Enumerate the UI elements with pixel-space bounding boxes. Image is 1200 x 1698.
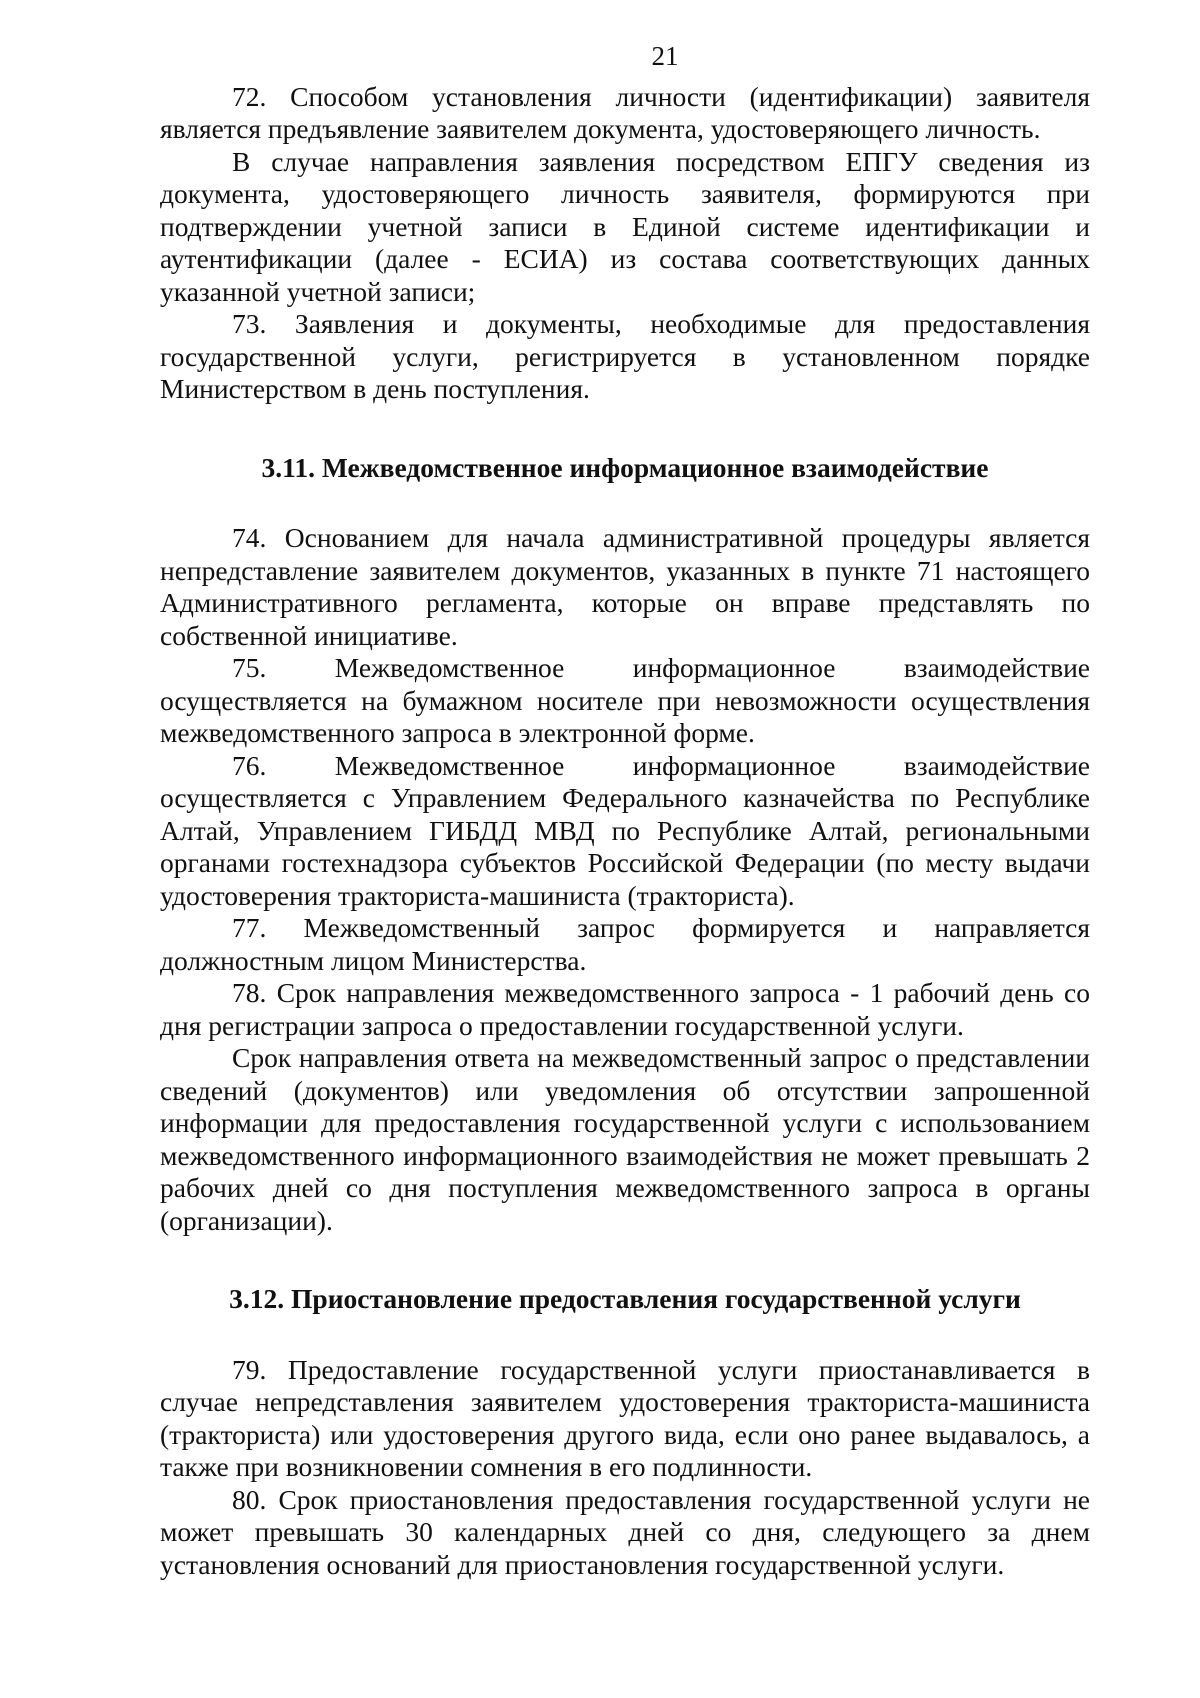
paragraph-74: 74. Основанием для начала административной процедуры является непредставление заявителем документов, указанных в пункте 71 настоящего Административного регламента, которые он вправе представлять по собственной инициативе. (160, 522, 1090, 651)
paragraph-72: 72. Способом установления личности (идентификации) заявителя является предъявление заявителем документа, удостоверяющего личность. (160, 80, 1090, 144)
section-heading-3-12: 3.12. Приостановление предоставления государственной услуги (229, 1283, 1021, 1314)
section-heading-3-11: 3.11. Межведомственное информационное взаимодействие (261, 451, 989, 483)
page-number: 21 (651, 41, 679, 71)
paragraph-78-response-term: Срок направления ответа на межведомственный запрос о представлении сведений (документов) или уведомления об отсутствии запрошенной информации для предоставления государственной услуги с использованием межведомственного информационного взаимодействия не может превышать 2 рабочих дней со дня поступления межведомственного запроса в органы (организации). (160, 1042, 1090, 1236)
paragraph-72-esia: В случае направления заявления посредством ЕПГУ сведения из документа, удостоверяющего личность заявителя, формируются при подтверждении учетной записи в Единой системе идентификации и аутентификации (далее - ЕСИА) из состава соответствующих данных указанной учетной записи; (160, 145, 1090, 307)
paragraph-79: 79. Предоставление государственной услуги приостанавливается в случае непредставления заявителем удостоверения тракториста-машиниста (тракториста) или удостоверения другого вида, если оно ранее выдавалось, а также при возникновении сомнения в его подлинности. (160, 1353, 1090, 1482)
paragraph-73: 73. Заявления и документы, необходимые для предоставления государственной услуги, регистрируется в установленном порядке Министерством в день поступления. (160, 308, 1090, 404)
paragraph-80: 80. Срок приостановления предоставления государственной услуги не может превышать 30 календарных дней со дня, следующего за днем установления оснований для приостановления государственной услуги. (160, 1483, 1090, 1580)
paragraph-76: 76. Межведомственное информационное взаимодействие осуществляется с Управлением Федерального казначейства по Республике Алтай, Управлением ГИБДД МВД по Республике Алтай, региональными органами гостехнадзора субъектов Российской Федерации (по месту выдачи удостоверения тракториста-машиниста (тракториста). (160, 749, 1090, 911)
paragraph-77: 77. Межведомственный запрос формируется и направляется должностным лицом Министерства. (160, 912, 1090, 976)
paragraph-78: 78. Срок направления межведомственного запроса - 1 рабочий день со дня регистрации запроса о предоставлении государственной услуги. (160, 977, 1090, 1041)
paragraph-75: 75. Межведомственное информационное взаимодействие осуществляется на бумажном носителе при невозможности осуществления межведомственного запроса в электронной форме. (160, 652, 1090, 748)
